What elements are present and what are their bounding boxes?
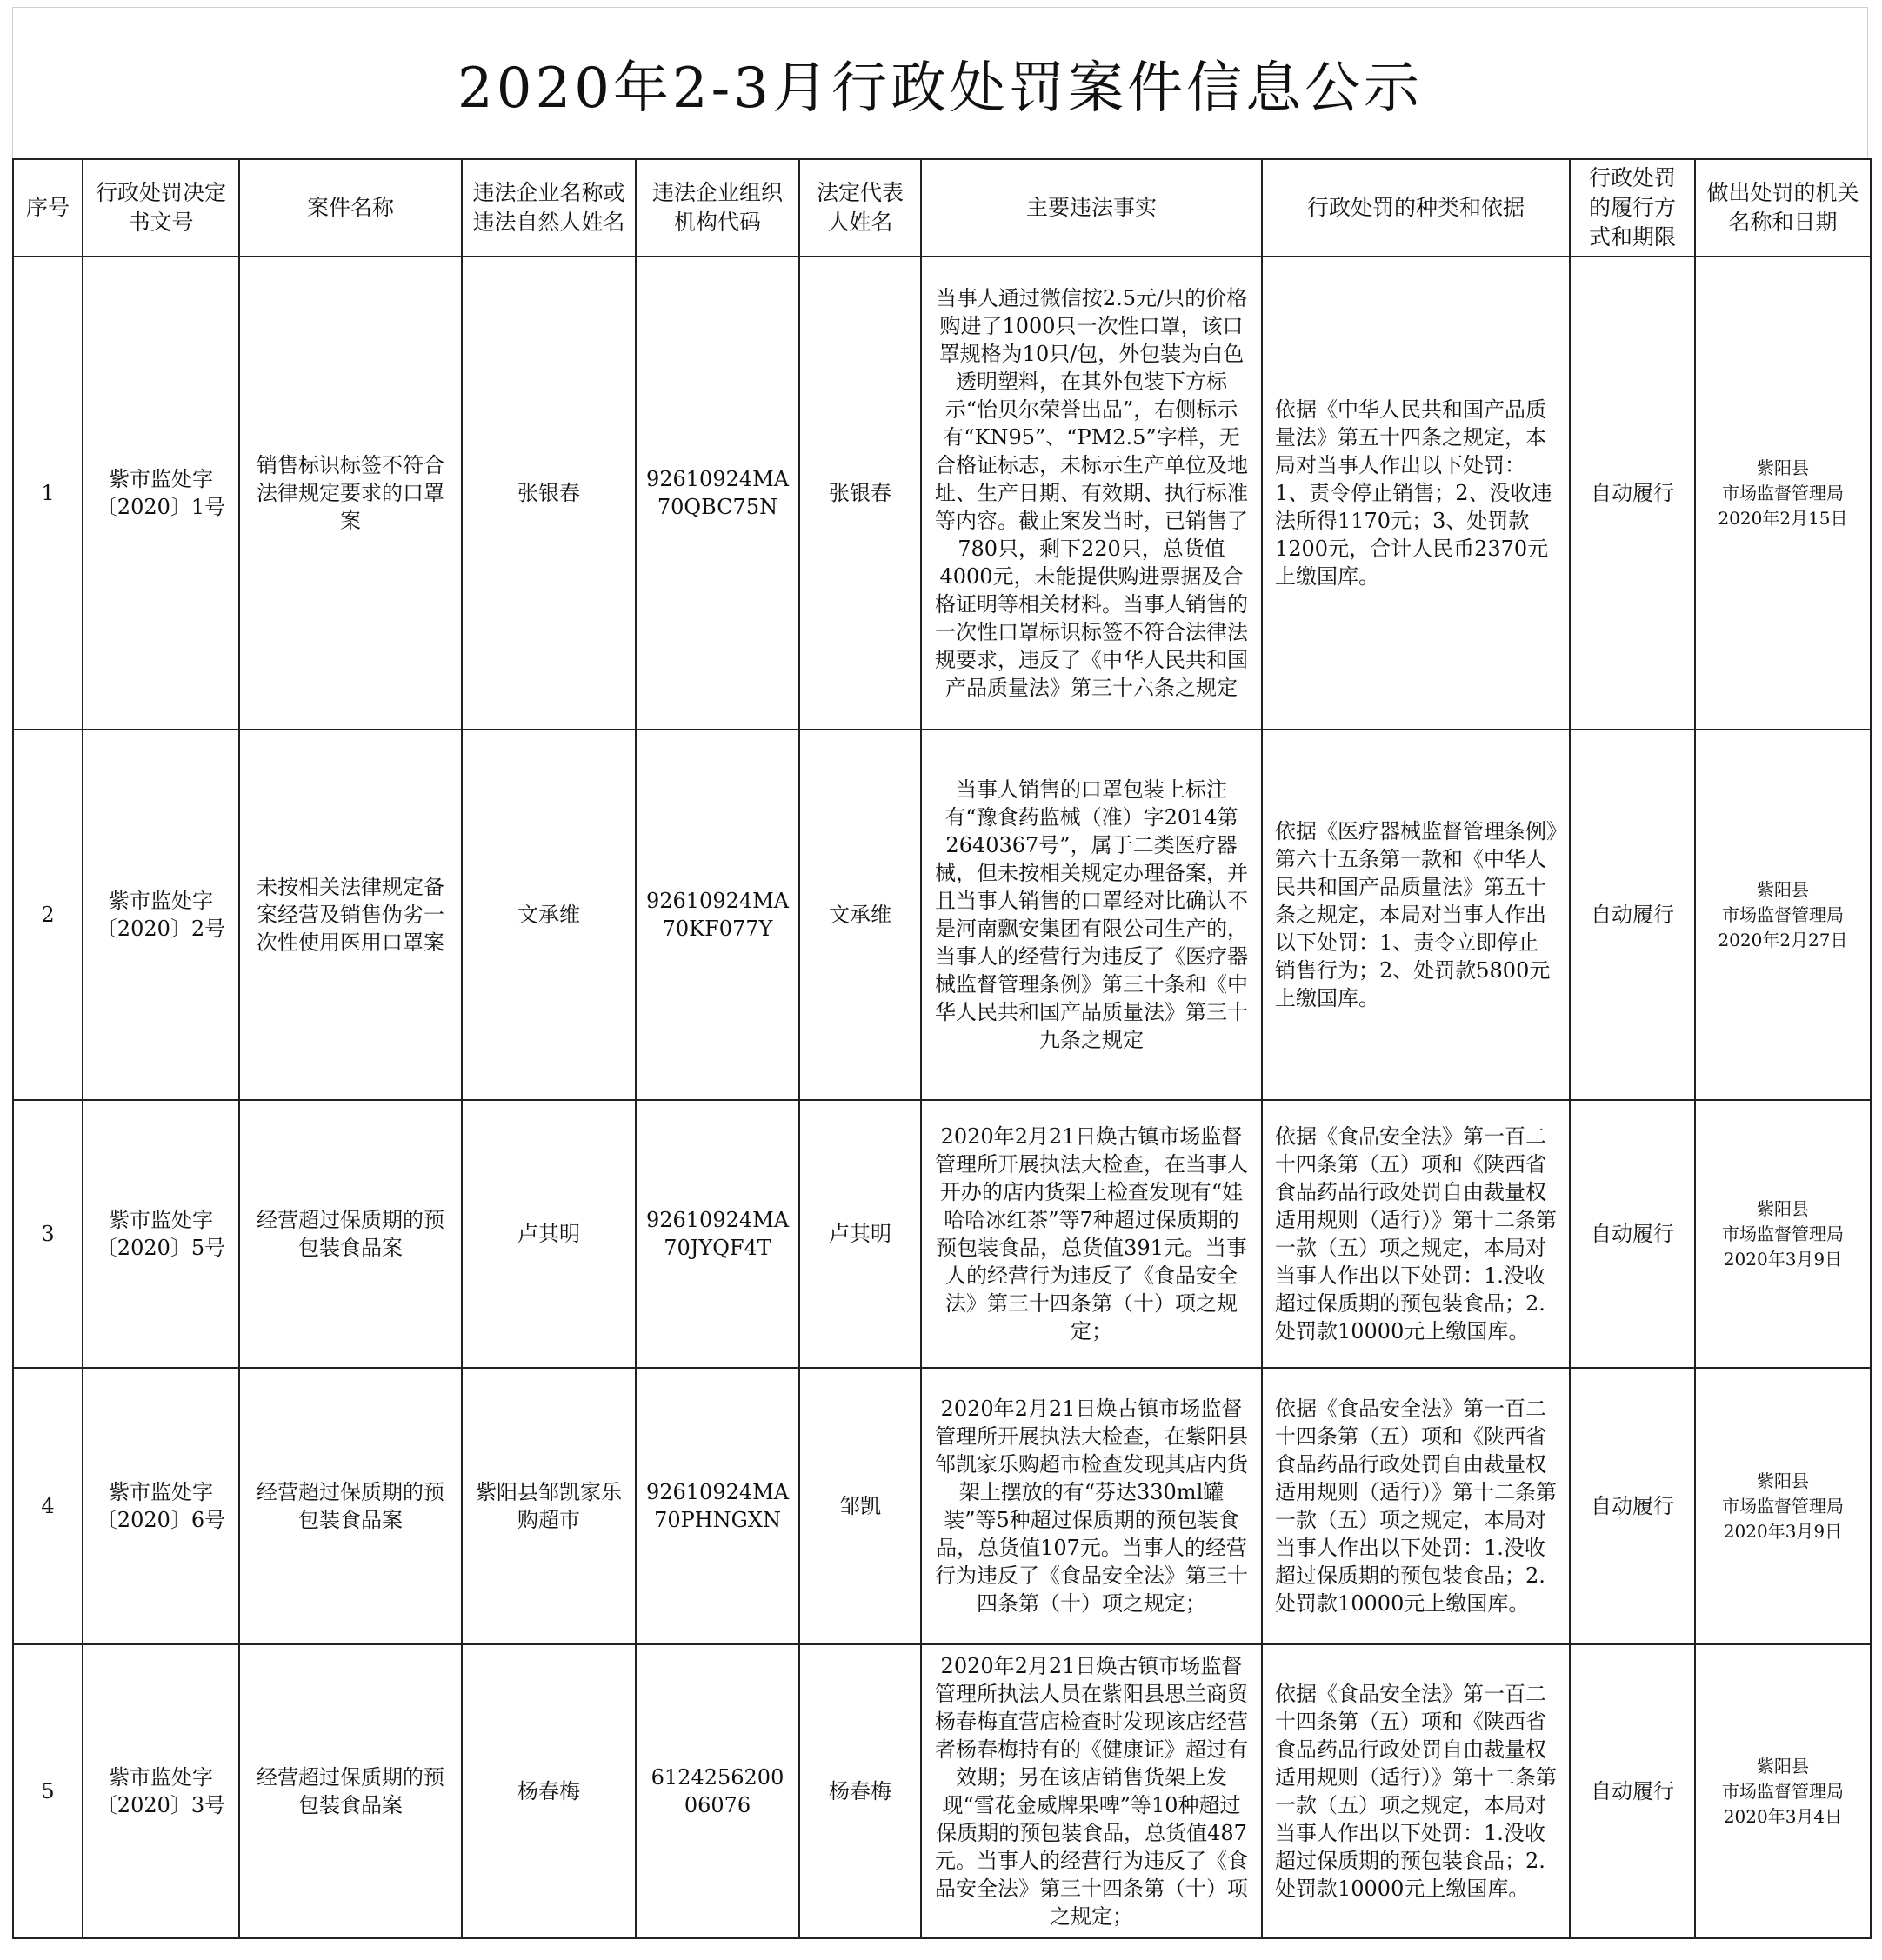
cell-party: 张银春: [462, 257, 636, 730]
title-banner: [12, 7, 1868, 158]
header-legal-rep: 法定代表人姓名: [799, 159, 921, 257]
cell-execution: 自动履行: [1570, 730, 1695, 1100]
cell-penalty: 依据《食品安全法》第一百二十四条第（五）项和《陕西省食品药品行政处罚自由裁量权适用规则（适行）》第十二条第一款（五）项之规定，本局对当事人作出以下处罚：1.没收超过保质期的预包装食品；2.处罚款10000元上缴国库。: [1262, 1368, 1570, 1644]
cell-case-name: 未按相关法律规定备案经营及销售伪劣一次性使用医用口罩案: [239, 730, 462, 1100]
cell-party: 杨春梅: [462, 1644, 636, 1938]
header-party: 违法企业名称或违法自然人姓名: [462, 159, 636, 257]
header-org-code: 违法企业组织机构代码: [636, 159, 799, 257]
cell-doc-no: 紫市监处字〔2020〕6号: [83, 1368, 239, 1644]
cell-legal-rep: 张银春: [799, 257, 921, 730]
table-row: [13, 1368, 1871, 1644]
header-case-name: 案件名称: [239, 159, 462, 257]
cell-case-name: 经营超过保质期的预包装食品案: [239, 1368, 462, 1644]
cell-penalty: 依据《食品安全法》第一百二十四条第（五）项和《陕西省食品药品行政处罚自由裁量权适用规则（适行）》第十二条第一款（五）项之规定，本局对当事人作出以下处罚：1.没收超过保质期的预包装食品；2.处罚款10000元上缴国库。: [1262, 1644, 1570, 1938]
cell-legal-rep: 文承维: [799, 730, 921, 1100]
authority-date: 2020年3月9日: [1723, 1520, 1843, 1542]
authority-name: 紫阳县: [1757, 1470, 1809, 1491]
cell-doc-no: 紫市监处字〔2020〕2号: [83, 730, 239, 1100]
cell-execution: 自动履行: [1570, 1368, 1695, 1644]
cell-legal-rep: 杨春梅: [799, 1644, 921, 1938]
cell-facts: 2020年2月21日焕古镇市场监督管理所开展执法大检查，在紫阳县邹凯家乐购超市检查发现其店内货架上摆放的有“芬达330ml罐装”等5种超过保质期的预包装食品，总货值107元。当事人的经营行为违反了《食品安全法》第三十四条第（十）项之规定；: [921, 1368, 1262, 1644]
table-row: [13, 1100, 1871, 1368]
cell-authority: [1695, 1368, 1871, 1644]
page-title: 2020年2-3月行政处罚案件信息公示: [457, 56, 1423, 121]
cell-seq: 5: [13, 1644, 83, 1938]
document-sheet: [12, 7, 1870, 1946]
authority-bureau: 市场监督管理局: [1722, 1495, 1844, 1517]
cell-facts: 当事人销售的口罩包装上标注有“豫食药监械（准）字2014第2640367号”，属于二类医疗器械，但未按相关规定办理备案，并且当事人销售的口罩经对比确认不是河南飘安集团有限公司生产的，当事人的经营行为违反了《医疗器械监督管理条例》第三十条和《中华人民共和国产品质量法》第三十九条之规定: [921, 730, 1262, 1100]
authority-date: 2020年3月4日: [1723, 1805, 1843, 1827]
cell-case-name: 销售标识标签不符合法律规定要求的口罩案: [239, 257, 462, 730]
header-penalty: 行政处罚的种类和依据: [1262, 159, 1570, 257]
cell-party: 紫阳县邹凯家乐购超市: [462, 1368, 636, 1644]
header-authority: 做出处罚的机关名称和日期: [1695, 159, 1871, 257]
cell-execution: 自动履行: [1570, 257, 1695, 730]
cell-execution: 自动履行: [1570, 1100, 1695, 1368]
header-facts: 主要违法事实: [921, 159, 1262, 257]
cell-legal-rep: 卢其明: [799, 1100, 921, 1368]
penalty-table: [12, 158, 1872, 1939]
cell-case-name: 经营超过保质期的预包装食品案: [239, 1100, 462, 1368]
authority-date: 2020年2月15日: [1718, 507, 1848, 529]
cell-seq: 4: [13, 1368, 83, 1644]
cell-penalty: 依据《医疗器械监督管理条例》第六十五条第一款和《中华人民共和国产品质量法》第五十条之规定，本局对当事人作出以下处罚：1、责令立即停止销售行为；2、处罚款5800元上缴国库。: [1262, 730, 1570, 1100]
cell-org-code: 92610924MA70PHNGXN: [636, 1368, 799, 1644]
header-doc-no: 行政处罚决定书文号: [83, 159, 239, 257]
cell-party: 文承维: [462, 730, 636, 1100]
cell-facts: 当事人通过微信按2.5元/只的价格购进了1000只一次性口罩，该口罩规格为10只/包，外包装为白色透明塑料，在其外包装下方标示“怡贝尔荣誉出品”，右侧标示有“KN95”、“PM2.5”字样，无合格证标志，未标示生产单位及地址、生产日期、有效期、执行标准等内容。截止案发当时，已销售了780只，剩下220只，总货值4000元，未能提供购进票据及合格证明等相关材料。当事人销售的一次性口罩标识标签不符合法律法规要求，违反了《中华人民共和国产品质量法》第三十六条之规定: [921, 257, 1262, 730]
cell-execution: 自动履行: [1570, 1644, 1695, 1938]
cell-seq: 2: [13, 730, 83, 1100]
cell-authority: [1695, 1644, 1871, 1938]
authority-date: 2020年3月9日: [1723, 1248, 1843, 1270]
header-seq: 序号: [13, 159, 83, 257]
authority-date: 2020年2月27日: [1718, 929, 1848, 950]
table-row: [13, 1644, 1871, 1938]
cell-authority: [1695, 730, 1871, 1100]
table-row: [13, 257, 1871, 730]
cell-org-code: 92610924MA70KF077Y: [636, 730, 799, 1100]
cell-facts: 2020年2月21日焕古镇市场监督管理所执法人员在紫阳县思兰商贸杨春梅直营店检查时发现该店经营者杨春梅持有的《健康证》超过有效期；另在该店销售货架上发现“雪花金威牌果啤”等10种超过保质期的预包装食品，总货值487元。当事人的经营行为违反了《食品安全法》第三十四条第（十）项之规定；: [921, 1644, 1262, 1938]
header-row: [13, 159, 1871, 257]
cell-org-code: 92610924MA70JYQF4T: [636, 1100, 799, 1368]
cell-penalty: 依据《中华人民共和国产品质量法》第五十四条之规定，本局对当事人作出以下处罚：1、责令停止销售；2、没收违法所得1170元；3、处罚款1200元，合计人民币2370元上缴国库。: [1262, 257, 1570, 730]
authority-bureau: 市场监督管理局: [1722, 1780, 1844, 1802]
authority-name: 紫阳县: [1757, 1755, 1809, 1777]
cell-penalty: 依据《食品安全法》第一百二十四条第（五）项和《陕西省食品药品行政处罚自由裁量权适用规则（适行）》第十二条第一款（五）项之规定，本局对当事人作出以下处罚：1.没收超过保质期的预包装食品；2.处罚款10000元上缴国库。: [1262, 1100, 1570, 1368]
cell-party: 卢其明: [462, 1100, 636, 1368]
cell-legal-rep: 邹凯: [799, 1368, 921, 1644]
cell-authority: [1695, 257, 1871, 730]
cell-seq: 3: [13, 1100, 83, 1368]
cell-authority: [1695, 1100, 1871, 1368]
cell-doc-no: 紫市监处字〔2020〕3号: [83, 1644, 239, 1938]
authority-name: 紫阳县: [1757, 457, 1809, 478]
authority-bureau: 市场监督管理局: [1722, 482, 1844, 503]
authority-bureau: 市场监督管理局: [1722, 1223, 1844, 1244]
cell-doc-no: 紫市监处字〔2020〕5号: [83, 1100, 239, 1368]
cell-case-name: 经营超过保质期的预包装食品案: [239, 1644, 462, 1938]
header-execution: 行政处罚的履行方式和期限: [1570, 159, 1695, 257]
table-row: [13, 730, 1871, 1100]
authority-bureau: 市场监督管理局: [1722, 903, 1844, 925]
cell-doc-no: 紫市监处字〔2020〕1号: [83, 257, 239, 730]
cell-org-code: 92610924MA70QBC75N: [636, 257, 799, 730]
cell-org-code: 612425620006076: [636, 1644, 799, 1938]
authority-name: 紫阳县: [1757, 1197, 1809, 1219]
authority-name: 紫阳县: [1757, 878, 1809, 900]
cell-facts: 2020年2月21日焕古镇市场监督管理所开展执法大检查，在当事人开办的店内货架上检查发现有“娃哈哈冰红茶”等7种超过保质期的预包装食品，总货值391元。当事人的经营行为违反了《食品安全法》第三十四条第（十）项之规定；: [921, 1100, 1262, 1368]
cell-seq: 1: [13, 257, 83, 730]
